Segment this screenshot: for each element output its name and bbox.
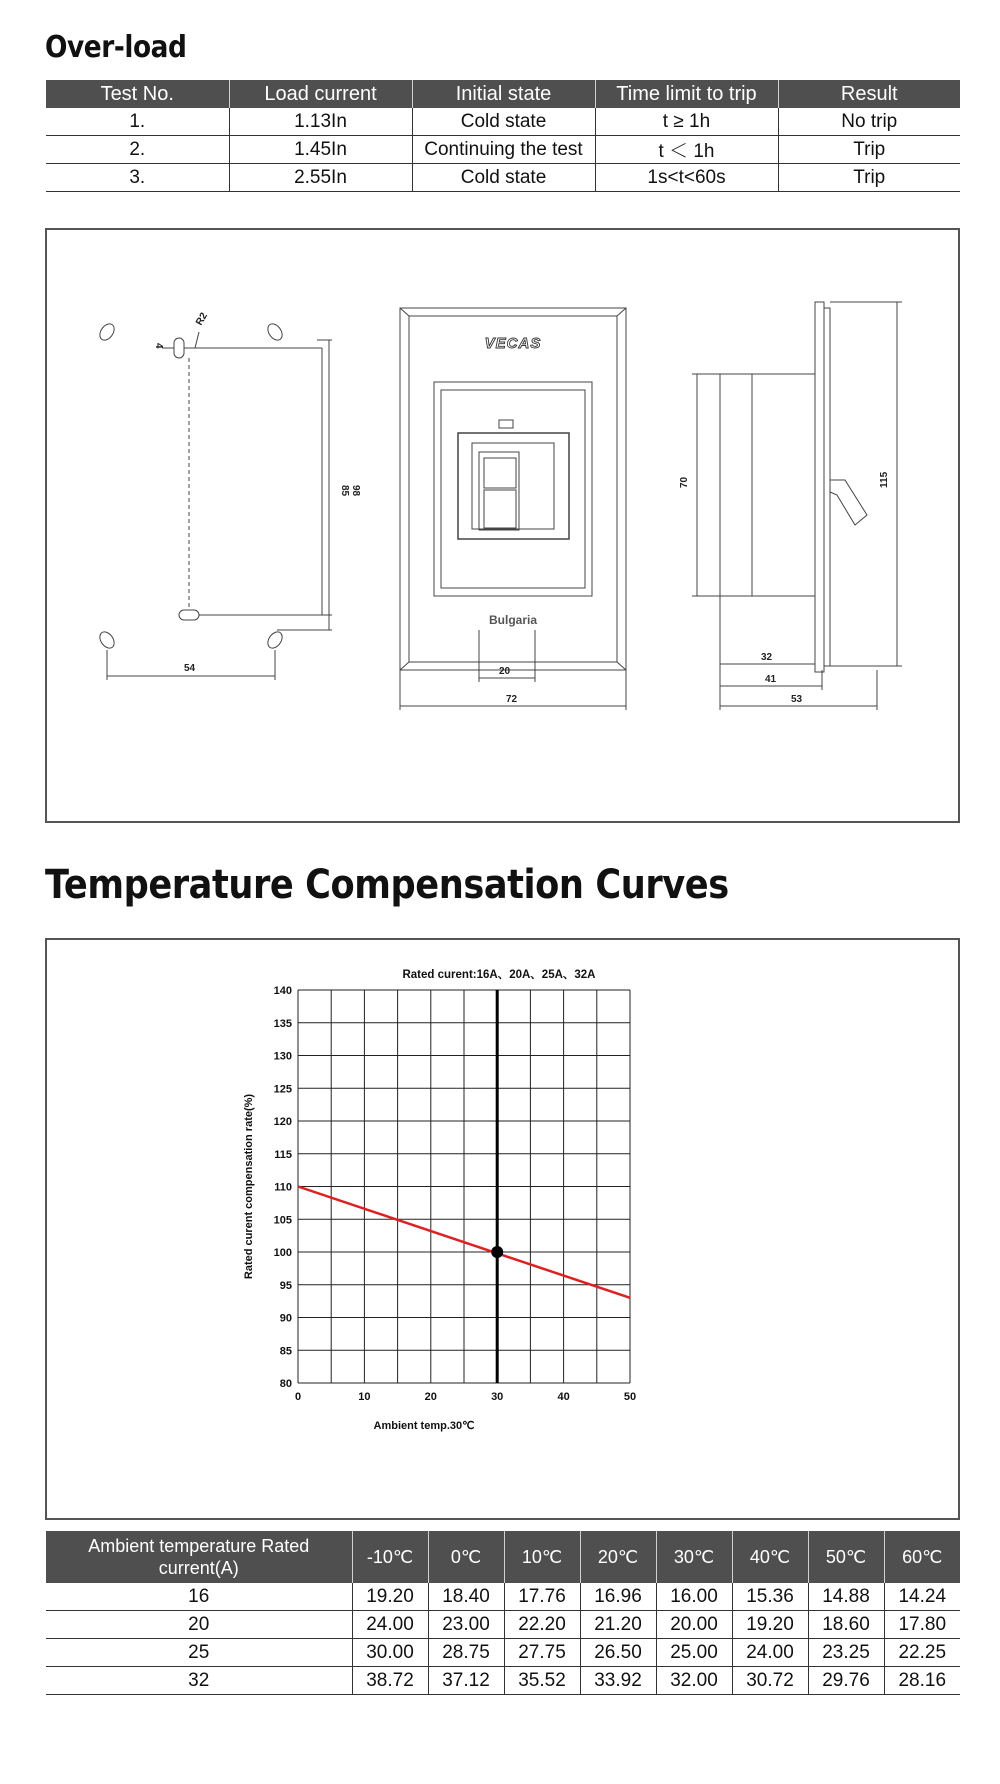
slot-top [174,338,184,358]
dimension-drawing-frame [45,228,960,823]
y-tick-label: 135 [273,1017,292,1030]
cell: Cold state [412,108,595,136]
dim-41: 41 [765,674,777,685]
cell: 33.92 [580,1667,656,1695]
y-tick-label: 95 [279,1279,292,1292]
y-tick-label: 125 [273,1083,292,1096]
mount-hole-icon [97,629,117,651]
cell: 17.76 [504,1583,580,1611]
dim-53: 53 [791,694,803,705]
header-temp: 10℃ [504,1531,580,1583]
header-temp: 0℃ [428,1531,504,1583]
cell: 2. [46,136,229,164]
x-tick-label: 10 [358,1391,371,1403]
rated-current-cell: 32 [46,1667,352,1695]
x-axis-label: Ambient temp.30℃ [373,1420,475,1432]
cell: 18.60 [808,1611,884,1639]
cell: 30.72 [732,1667,808,1695]
y-tick-label: 110 [274,1181,292,1194]
header-ambient-rated: Ambient temperature Rated current(A) [46,1531,352,1583]
cell: Cold state [412,164,595,192]
cell: Trip [778,164,960,192]
cell: 23.00 [428,1611,504,1639]
slot-bottom [179,610,199,620]
cell: 38.72 [352,1667,428,1695]
cell: 16.96 [580,1583,656,1611]
rated-current-cell: 16 [46,1583,352,1611]
dim-r2: R2 [194,310,210,328]
header-temp: 50℃ [808,1531,884,1583]
compensation-chart [47,940,962,1522]
cell: 30.00 [352,1639,428,1667]
cell: 21.20 [580,1611,656,1639]
dim-70: 70 [679,476,690,488]
cell: 14.24 [884,1583,960,1611]
header-load-current: Load current [229,80,412,108]
header-initial-state: Initial state [412,80,595,108]
cell: 24.00 [352,1611,428,1639]
overload-header-row [46,80,960,108]
cell: 16.00 [656,1583,732,1611]
dim-72: 72 [506,694,518,705]
cell: 29.76 [808,1667,884,1695]
mount-hole-icon [265,321,285,343]
dim-4: 4 [153,343,164,349]
y-tick-label: 80 [279,1378,292,1390]
cell: 28.75 [428,1639,504,1667]
cell: 19.20 [352,1583,428,1611]
header-temp: 30℃ [656,1531,732,1583]
header-temp: 20℃ [580,1531,656,1583]
side-body [720,374,815,596]
cell: 35.52 [504,1667,580,1695]
mount-hole-icon [265,629,285,651]
header-time-limit: Time limit to trip [595,80,778,108]
x-tick-label: 50 [623,1391,637,1403]
reference-point-marker [491,1246,503,1258]
x-tick-label: 30 [491,1391,504,1403]
header-temp: -10℃ [352,1531,428,1583]
y-tick-label: 100 [273,1247,292,1259]
cell: t ≥ 1h [595,108,778,136]
cell: 1s<t<60s [595,164,778,192]
cell: 28.16 [884,1667,960,1695]
cell: Trip [778,136,960,164]
y-tick-label: 140 [273,985,292,997]
cell: 14.88 [808,1583,884,1611]
table-row [46,108,960,136]
chart-frame [45,938,960,1520]
table-row [46,1611,960,1639]
dim-32: 32 [761,652,773,663]
cell: 26.50 [580,1639,656,1667]
table-row [46,1639,960,1667]
dim-54: 54 [184,663,196,674]
cell: 24.00 [732,1639,808,1667]
chart-title: Rated curent:16A、20A、25A、32A [402,969,596,981]
cell: 23.25 [808,1639,884,1667]
y-tick-label: 115 [274,1148,292,1161]
cell: 25.00 [656,1639,732,1667]
cell: 18.40 [428,1583,504,1611]
table-row [46,136,960,164]
cell: 1.45In [229,136,412,164]
y-tick-label: 105 [273,1214,292,1227]
overload-table [46,80,960,192]
x-tick-label: 40 [557,1391,570,1403]
cell: 32.00 [656,1667,732,1695]
y-tick-label: 90 [279,1312,292,1325]
chart-grid [298,990,630,1383]
cell: Continuing the test [412,136,595,164]
header-temp: 40℃ [732,1531,808,1583]
rated-current-cell: 25 [46,1639,352,1667]
cell: 2.55In [229,164,412,192]
table-row [46,164,960,192]
y-tick-label: 130 [273,1050,292,1063]
header-temp: 60℃ [884,1531,960,1583]
dim-85: 85 [339,485,350,497]
mount-hole-icon [97,321,117,343]
table-row [46,1667,960,1695]
overload-title: Over-load [45,30,187,65]
temperature-title: Temperature Compensation Curves [45,862,729,908]
dim-115: 115 [879,471,890,488]
dim-98: 98 [350,485,361,497]
x-axis-ticks [295,1391,636,1403]
brand-logo: VECAS [484,335,542,352]
cell: t ＜ 1h [595,136,778,164]
dim-20: 20 [499,666,511,677]
y-tick-label: 85 [279,1345,292,1358]
cell: 15.36 [732,1583,808,1611]
header-result: Result [778,80,960,108]
dimension-drawing [47,230,962,825]
y-axis-ticks [274,985,292,1390]
cell: 27.75 [504,1639,580,1667]
cell: 1. [46,108,229,136]
compensation-table [46,1531,960,1695]
cell: 22.25 [884,1639,960,1667]
cell: 1.13In [229,108,412,136]
y-axis-label: Rated curent compensation rate(%) [243,1093,255,1280]
cell: 3. [46,164,229,192]
y-tick-label: 120 [273,1116,292,1128]
table-row [46,1583,960,1611]
x-tick-label: 20 [424,1391,437,1403]
cell: 22.20 [504,1611,580,1639]
x-tick-label: 0 [294,1391,302,1403]
cell: 37.12 [428,1667,504,1695]
cell: 19.20 [732,1611,808,1639]
cell: 17.80 [884,1611,960,1639]
header-test-no: Test No. [46,80,229,108]
cell: 20.00 [656,1611,732,1639]
plate-text: Bulgaria [488,613,538,627]
cell: No trip [778,108,960,136]
rated-current-cell: 20 [46,1611,352,1639]
compensation-header-row [46,1531,960,1583]
side-plate [815,302,824,672]
